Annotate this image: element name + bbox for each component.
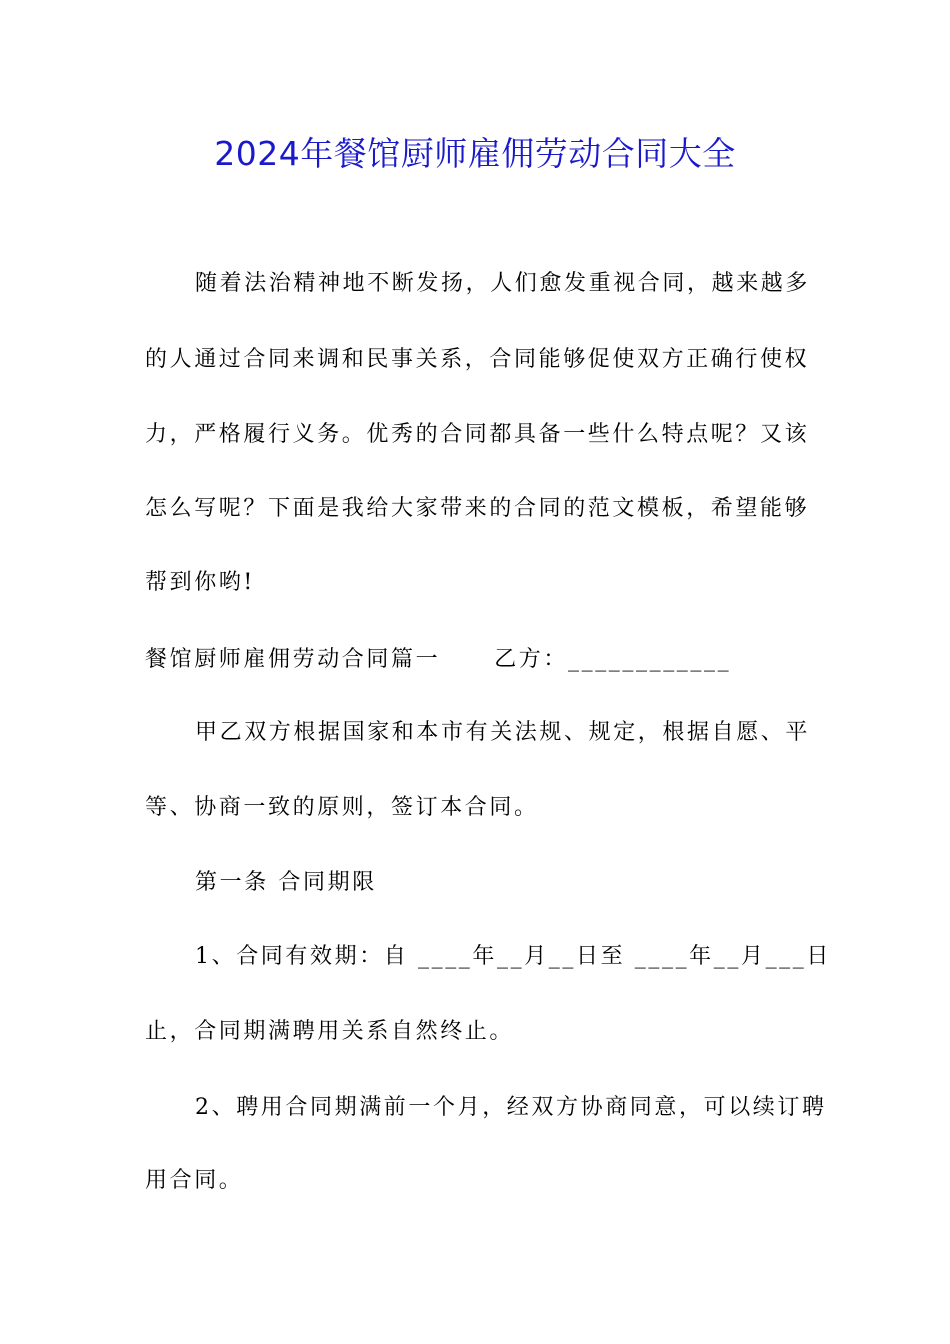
paragraph-line: 怎么写呢？下面是我给大家带来的合同的范文模板，希望能够 [145,496,810,521]
paragraph-line: 2、聘用合同期满前一个月，经双方协商同意，可以续订聘 [195,1095,827,1120]
section-heading-line [145,640,805,680]
paragraph-line: 力，严格履行义务。优秀的合同都具备一些什么特点呢？又该 [145,422,810,447]
paragraph-line: 用合同。 [145,1168,244,1193]
section-heading: 餐馆厨师雇佣劳动合同篇一 [145,647,441,672]
party-b-field: 乙方：____________ [494,647,732,672]
paragraph-line: 1、合同有效期：自 ____年__月__日至 ____年__月___日 [195,944,831,969]
paragraph-line: 甲乙双方根据国家和本市有关法规、规定，根据自愿、平 [195,720,811,745]
paragraph-line: 帮到你哟! [145,570,255,595]
document-title: 2024年餐馆厨师雇佣劳动合同大全 [214,134,736,173]
paragraph-line: 等、协商一致的原则，签订本合同。 [145,795,539,820]
article-heading: 第一条 合同期限 [195,870,377,895]
paragraph-line: 的人通过合同来调和民事关系，合同能够促使双方正确行使权 [145,347,810,372]
paragraph-line: 止，合同期满聘用关系自然终止。 [145,1019,515,1044]
paragraph-line: 随着法治精神地不断发扬，人们愈发重视合同，越来越多 [195,271,811,296]
